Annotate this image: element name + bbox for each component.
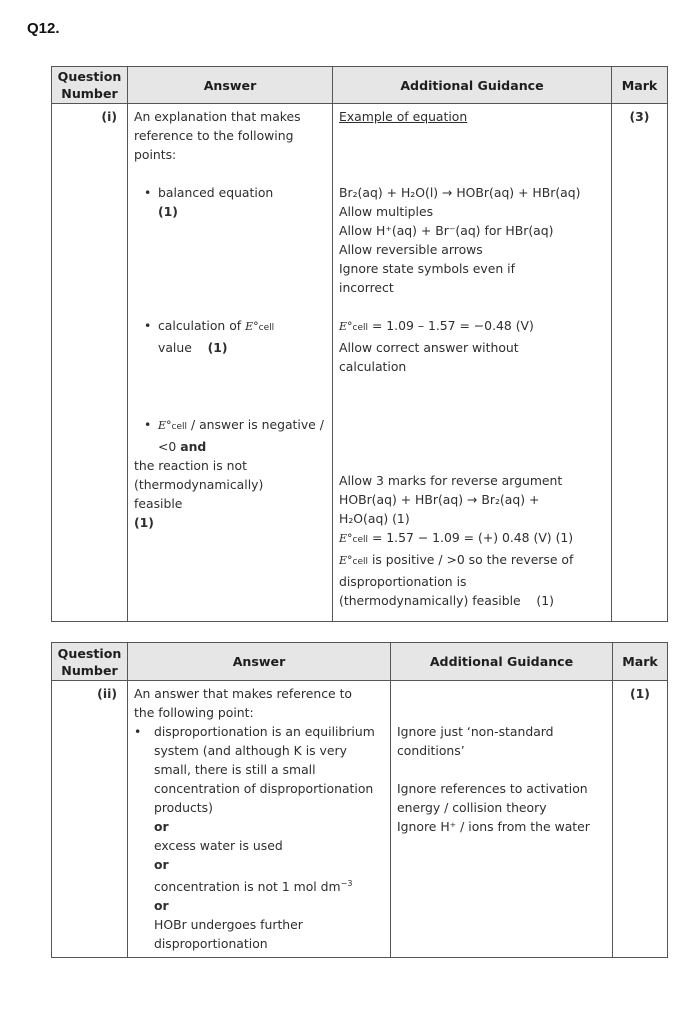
e-cell-symbol: E° <box>158 419 172 432</box>
mark-scheme-table-ii <box>51 642 668 958</box>
and-keyword: and <box>180 439 207 454</box>
point-concentration <box>154 874 382 896</box>
point-text-value: value <box>158 340 192 355</box>
or-keyword: or <box>154 898 169 913</box>
guidance-line: Ignore just ‘non-standard conditions’ <box>397 724 554 758</box>
guidance-line: Allow 3 marks for reverse argument <box>339 473 563 488</box>
header-mark: Mark <box>613 643 668 681</box>
bullet-icon: • <box>144 417 152 432</box>
answer-cell <box>128 104 333 622</box>
mark-cell: (3) <box>612 104 668 622</box>
e-cell-symbol: E° <box>245 320 259 333</box>
answer-point-negative <box>134 415 328 456</box>
or-keyword: or <box>154 819 169 834</box>
guidance-cell <box>391 681 613 958</box>
point-text: calculation of <box>158 318 242 333</box>
question-number: (ii) <box>52 681 128 958</box>
answer-point <box>134 722 386 953</box>
point-continuation: the reaction is not (thermodynamically) feasible <box>134 458 264 511</box>
e-cell-subscript: cell <box>352 323 369 333</box>
equation: Br₂(aq) + H₂O(l) → HOBr(aq) + HBr(aq) <box>339 185 581 200</box>
answer-row-i <box>52 104 668 622</box>
reverse-equation: HOBr(aq) + HBr(aq) → Br₂(aq) + H₂O(aq) (1) <box>339 492 540 526</box>
guidance-line: Ignore references to activation energy / collision theory <box>397 781 588 815</box>
header-question-number: Question Number <box>52 67 128 104</box>
calculation-value: = 1.09 – 1.57 = −0.48 (V) <box>368 318 534 333</box>
reverse-calculation <box>339 528 607 550</box>
header-answer: Answer <box>128 643 391 681</box>
point-equilibrium: disproportionation is an equilibrium system (and although K is very small, there is still a small concentration of disproportionation products) <box>154 724 375 815</box>
mark-cell: (1) <box>613 681 668 958</box>
guidance-line: Allow reversible arrows <box>339 242 483 257</box>
bullet-icon: • <box>144 318 152 333</box>
answer-row-ii <box>52 681 668 958</box>
calculation-value: = 1.57 − 1.09 = (+) 0.48 (V) (1) <box>368 530 574 545</box>
header-row <box>52 67 668 104</box>
e-cell-subscript: cell <box>352 557 369 567</box>
answer-cell <box>128 681 391 958</box>
point-text: concentration is not 1 mol dm <box>154 879 341 894</box>
calculation-line <box>339 316 607 338</box>
header-additional-guidance: Additional Guidance <box>333 67 612 104</box>
e-cell-symbol: E° <box>339 532 353 545</box>
answer-intro: An explanation that makes reference to the following points: <box>134 109 301 162</box>
point-text: / answer is negative / <0 <box>158 417 324 454</box>
guidance-line: Allow H⁺(aq) + Br⁻(aq) for HBr(aq) <box>339 223 554 238</box>
guidance-line: Ignore state symbols even if incorrect <box>339 261 515 295</box>
answer-point-balanced-equation <box>134 183 328 221</box>
guidance-cell <box>333 104 612 622</box>
e-cell-symbol: E° <box>339 320 353 333</box>
point-excess-water: excess water is used <box>154 838 283 853</box>
e-cell-subscript: cell <box>258 323 275 333</box>
e-cell-symbol: E° <box>339 554 353 567</box>
point-mark: (1) <box>134 515 154 530</box>
question-number: (i) <box>52 104 128 622</box>
guidance-text: is positive / >0 so the reverse of disproportionation is (thermodynamically) feasible <box>339 552 574 608</box>
mark-scheme-table-i <box>51 66 668 622</box>
point-text: balanced equation <box>158 185 274 200</box>
answer-point-calculation <box>134 316 328 357</box>
guidance-line: Allow multiples <box>339 204 434 219</box>
or-keyword: or <box>154 857 169 872</box>
e-cell-subscript: cell <box>352 535 369 545</box>
example-heading: Example of equation <box>339 109 468 124</box>
header-answer: Answer <box>128 67 333 104</box>
e-cell-subscript: cell <box>171 422 188 432</box>
superscript: −3 <box>340 879 353 888</box>
point-mark: (1) <box>207 340 228 355</box>
guidance-mark: (1) <box>536 593 554 608</box>
answer-intro: An answer that makes reference to the following point: <box>134 686 353 720</box>
guidance-line: Allow correct answer without calculation <box>339 340 519 374</box>
header-row <box>52 643 668 681</box>
point-mark: (1) <box>158 204 178 219</box>
bullet-icon: • <box>144 185 152 200</box>
point-further-disproportionation: HOBr undergoes further disproportionation <box>154 917 303 951</box>
header-additional-guidance: Additional Guidance <box>391 643 613 681</box>
header-mark: Mark <box>612 67 668 104</box>
question-label: Q12. <box>27 20 60 37</box>
header-question-number: Question Number <box>52 643 128 681</box>
guidance-line: Ignore H⁺ / ions from the water <box>397 819 590 834</box>
reverse-positive <box>339 550 589 610</box>
bullet-icon: • <box>134 724 142 739</box>
